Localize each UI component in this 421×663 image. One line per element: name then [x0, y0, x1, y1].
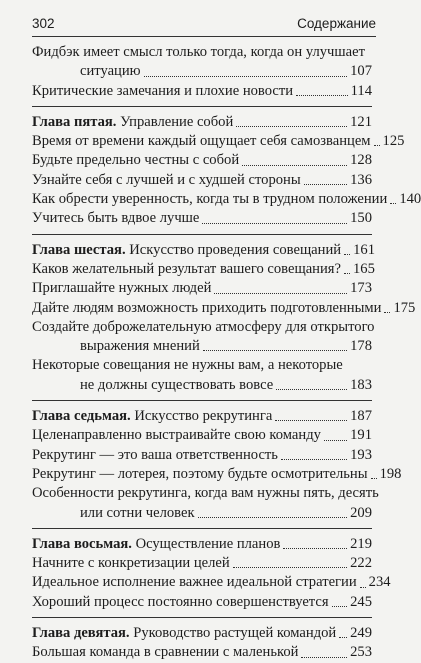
toc-entry[interactable] [32, 337, 372, 356]
toc-entry-title: ситуацию [80, 63, 141, 80]
chapter-separator [32, 617, 372, 618]
dot-leader [324, 440, 347, 441]
chapter-title: Руководство растущей командой [133, 625, 337, 642]
dot-leader [214, 293, 347, 294]
toc-page-number: 209 [350, 504, 372, 521]
dot-leader [236, 126, 347, 127]
toc-entry[interactable] [32, 190, 421, 209]
toc-page-number: 125 [382, 133, 405, 150]
toc-entry-title: Узнайте себя с лучшей и с худшей стороны [32, 171, 301, 188]
toc-entry-title: Учитесь быть вдвое лучше [32, 210, 200, 227]
dot-leader [281, 459, 347, 460]
toc-page-number: 183 [350, 376, 372, 393]
dot-leader [384, 312, 390, 313]
dot-leader [242, 165, 347, 166]
chapter-label: Глава шестая. [32, 241, 126, 258]
dot-leader [301, 657, 347, 658]
header-rule [32, 36, 376, 37]
chapter-heading[interactable] [32, 624, 372, 643]
toc-entry-title: Начните с конкретизации целей [32, 555, 230, 572]
dot-leader [390, 203, 396, 204]
toc-entry-title: Рекрутинг — это ваша ответственность [32, 446, 278, 463]
toc-page-number: 198 [379, 465, 402, 482]
toc-page-number: 175 [393, 299, 416, 316]
toc-entry[interactable] [32, 43, 372, 62]
page-number: 302 [32, 16, 55, 31]
toc-entry[interactable] [32, 356, 372, 375]
chapter-heading[interactable] [32, 113, 372, 132]
dot-leader [283, 548, 347, 549]
toc-entry[interactable] [32, 426, 372, 445]
toc-entry[interactable] [32, 376, 372, 395]
chapter-label: Глава пятая. [32, 113, 117, 130]
toc-page-number: 178 [350, 338, 372, 355]
chapter-page-number: 219 [350, 535, 372, 552]
dot-leader [275, 420, 347, 421]
chapter-page-number: 187 [350, 408, 372, 425]
toc-entry[interactable] [32, 151, 372, 170]
toc-entry-title: Некоторые совещания не нужны вам, а некоторые [32, 357, 343, 374]
page-header [32, 14, 376, 36]
toc-entry[interactable] [32, 132, 405, 151]
chapter-separator [32, 234, 372, 235]
table-of-contents [32, 43, 421, 663]
toc-entry-title: Как обрести уверенность, когда ты в трудном положении [32, 191, 388, 208]
toc-entry-title: Большая команда в сравнении с маленькой [32, 644, 299, 661]
dot-leader [374, 145, 380, 146]
toc-page-number: 193 [350, 446, 372, 463]
toc-entry-title: Время от времени каждый ощущает себя самозванцем [32, 133, 371, 150]
chapter-label: Глава седьмая. [32, 408, 131, 425]
dot-leader [360, 587, 366, 588]
toc-entry[interactable] [32, 484, 379, 503]
toc-entry-title: Критические замечания и плохие новости [32, 82, 294, 99]
dot-leader [339, 637, 347, 638]
toc-entry-title: не должны существовать вовсе [80, 376, 274, 393]
toc-entry-title: Приглашайте нужных людей [32, 280, 212, 297]
dot-leader [276, 389, 347, 390]
toc-entry-title: Будьте предельно честны с собой [32, 152, 240, 169]
toc-entry[interactable] [32, 299, 416, 318]
toc-entry[interactable] [32, 593, 372, 612]
toc-page-number: 107 [350, 63, 372, 80]
dot-leader [344, 254, 350, 255]
toc-page-number: 114 [350, 82, 372, 99]
toc-page-number: 253 [350, 644, 372, 661]
chapter-heading-text [32, 535, 280, 554]
section-title: Содержание [297, 16, 376, 31]
toc-page-number: 173 [350, 280, 372, 297]
chapter-page-number: 161 [353, 241, 375, 258]
toc-entry-title: Дайте людям возможность приходить подготовленными [32, 299, 382, 316]
toc-entry[interactable] [32, 209, 372, 228]
chapter-title: Осуществление планов [135, 535, 281, 552]
chapter-page-number: 249 [350, 625, 372, 642]
chapter-heading[interactable] [32, 241, 375, 260]
toc-entry-title: или сотни человек [80, 504, 195, 521]
toc-entry[interactable] [32, 643, 372, 662]
dot-leader [344, 273, 350, 274]
toc-entry-title: выражения мнений [80, 338, 200, 355]
toc-entry[interactable] [32, 446, 372, 465]
chapter-heading[interactable] [32, 407, 372, 426]
chapter-heading-text [32, 624, 336, 643]
toc-entry[interactable] [32, 465, 402, 484]
chapter-heading-text [32, 113, 233, 132]
chapter-page-number: 121 [350, 113, 372, 130]
dot-leader [332, 606, 348, 607]
dot-leader [144, 76, 348, 77]
toc-entry-title: Фидбэк имеет смысл только тогда, когда он улучшает [32, 44, 365, 60]
chapter-separator [32, 400, 372, 401]
toc-entry-title: Идеальное исполнение важнее идеальной стратегии [32, 574, 357, 591]
chapter-label: Глава восьмая. [32, 535, 132, 552]
chapter-heading-text [32, 407, 272, 426]
toc-entry[interactable] [32, 554, 372, 573]
toc-entry-title: Создайте доброжелательную атмосферу для открытого [32, 318, 375, 335]
toc-page-number: 222 [350, 555, 372, 572]
chapter-separator [32, 106, 372, 107]
toc-entry[interactable] [32, 62, 372, 81]
dot-leader [202, 223, 347, 224]
toc-entry-title: Целенаправленно выстраивайте свою команду [32, 427, 321, 444]
toc-page-number: 128 [350, 152, 372, 169]
toc-page-number: 150 [350, 210, 372, 227]
toc-page-number: 245 [350, 593, 372, 610]
toc-entry[interactable] [32, 171, 372, 190]
toc-entry-title: Каков желательный результат вашего совещания? [32, 260, 341, 277]
toc-entry[interactable] [32, 279, 372, 298]
toc-page-number: 165 [353, 260, 375, 277]
toc-entry[interactable] [32, 260, 375, 279]
dot-leader [233, 567, 347, 568]
chapter-heading[interactable] [32, 535, 372, 554]
toc-page-number: 136 [350, 171, 372, 188]
toc-page-number: 234 [368, 574, 391, 591]
toc-entry-title: Особенности рекрутинга, когда вам нужны пять, десять [32, 485, 379, 502]
dot-leader [304, 184, 347, 185]
chapter-heading-text [32, 241, 341, 260]
chapter-title: Искусство проведения совещаний [129, 241, 342, 258]
chapter-separator [32, 528, 372, 529]
dot-leader [203, 350, 347, 351]
dot-leader [371, 478, 377, 479]
toc-entry[interactable] [32, 504, 372, 523]
dot-leader [198, 517, 348, 518]
toc-entry[interactable] [32, 82, 372, 101]
dot-leader [296, 95, 348, 96]
chapter-label: Глава девятая. [32, 625, 130, 642]
chapter-title: Искусство рекрутинга [134, 408, 273, 425]
toc-page-number: 191 [350, 427, 372, 444]
toc-entry[interactable] [32, 318, 375, 337]
toc-entry[interactable] [32, 573, 391, 592]
toc-entry-title: Хороший процесс постоянно совершенствуется [32, 593, 329, 610]
toc-page-number: 140 [399, 191, 421, 208]
toc-entry-title: Рекрутинг — лотерея, поэтому будьте осмотрительны [32, 465, 368, 482]
chapter-title: Управление собой [120, 113, 234, 130]
